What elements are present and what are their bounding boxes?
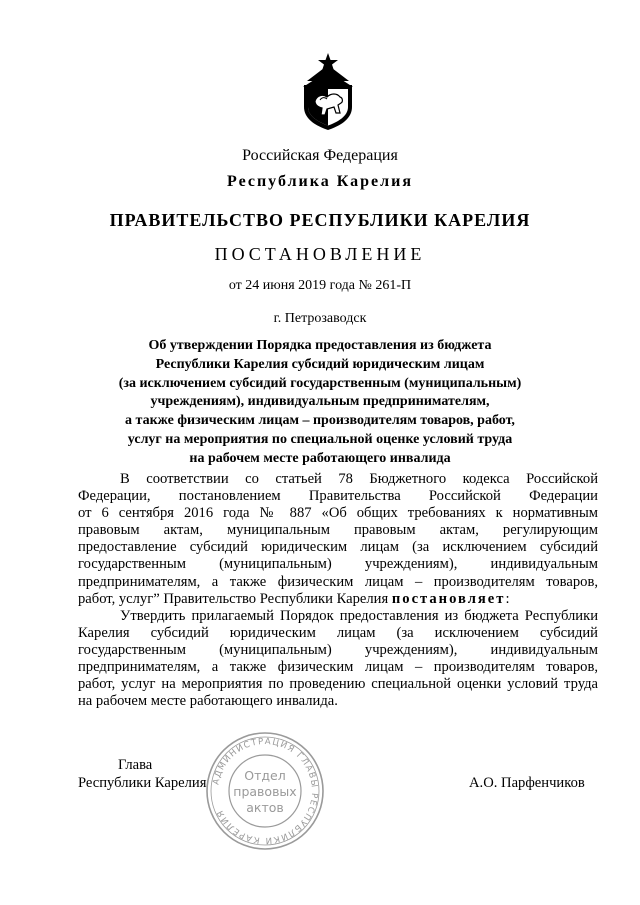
official-stamp xyxy=(202,728,328,854)
body-line: правовым актам, муниципальным правовым актам, регулирующим xyxy=(78,522,598,539)
title-line: (за исключением субсидий государственным (муниципальным) xyxy=(118,375,522,391)
karelia-coat-of-arms-icon xyxy=(297,51,359,131)
resolution-keyword: постановляет xyxy=(391,590,506,607)
body-line-suffix: : xyxy=(505,590,510,607)
body-line: государственным (муниципальным) учреждениям), индивидуальным xyxy=(78,556,598,573)
body-line: Карелия субсидий юридическим лицам (за исключением субсидий xyxy=(78,624,598,641)
signatory-position-line: Глава xyxy=(118,757,153,773)
title-line: учреждениям), индивидуальным предпринимателям, xyxy=(150,394,490,410)
republic-name: Республика Карелия xyxy=(227,173,413,190)
government-name: ПРАВИТЕЛЬСТВО РЕСПУБЛИКИ КАРЕЛИЯ xyxy=(109,210,531,230)
stamp-ring-text: АДМИНИСТРАЦИЯ ГЛАВЫ РЕСПУБЛИКИ КАРЕЛИЯ xyxy=(211,736,320,846)
signatory-position-line: Республики Карелия xyxy=(78,775,207,791)
title-line: Республики Карелия субсидий юридическим лицам xyxy=(155,356,485,372)
paragraph-preamble xyxy=(78,471,598,608)
body-line xyxy=(78,591,598,608)
body-line: предпринимателям, а также физическим лицам – производителям товаров, xyxy=(78,573,598,590)
body-line-text: работ, услуг” Правительство Республики Карелия xyxy=(78,590,392,607)
title-line: Об утверждении Порядка предоставления из бюджета xyxy=(148,338,492,353)
body-line: от 6 сентября 2016 года № 887 «Об общих требованиях к нормативным xyxy=(78,505,598,522)
body-line: В соответствии со статьей 78 Бюджетного кодекса Российской xyxy=(120,471,598,487)
document-title xyxy=(80,337,560,469)
document-city: г. Петрозаводск xyxy=(273,311,367,326)
signatory-name: А.О. Парфенчиков xyxy=(469,775,585,791)
title-line: на рабочем месте работающего инвалида xyxy=(189,450,451,466)
country-name: Российская Федерация xyxy=(242,147,398,164)
document-body xyxy=(78,471,598,710)
stamp-center-line: актов xyxy=(246,800,284,815)
body-line: государственным (муниципальным) учреждениям), индивидуальным xyxy=(78,641,598,658)
paragraph-resolution xyxy=(78,608,598,711)
stamp-center-line: правовых xyxy=(233,784,297,799)
title-line: услуг на мероприятия по специальной оценке условий труда xyxy=(127,431,513,447)
stamp-center-line: Отдел xyxy=(244,768,286,783)
body-line: Утвердить прилагаемый Порядок предоставления из бюджета Республики xyxy=(120,607,598,624)
body-line: предпринимателям, а также физическим лицам – производителям товаров, xyxy=(78,659,598,676)
signatory-position xyxy=(78,756,206,792)
document-date-number: от 24 июня 2019 года № 261-П xyxy=(228,278,412,293)
body-line: Федерации, постановлением Правительства Российской Федерации xyxy=(78,488,598,505)
body-line: предоставление субсидий юридическим лицам (за исключением субсидий xyxy=(78,539,598,556)
title-line: а также физическим лицам – производителям товаров, работ, xyxy=(125,413,515,429)
document-type: ПОСТАНОВЛЕНИЕ xyxy=(214,244,426,264)
body-line: работ, услуг на мероприятия по проведению специальной оценки условий труда xyxy=(78,676,598,693)
body-line: на рабочем месте работающего инвалида. xyxy=(78,693,338,710)
